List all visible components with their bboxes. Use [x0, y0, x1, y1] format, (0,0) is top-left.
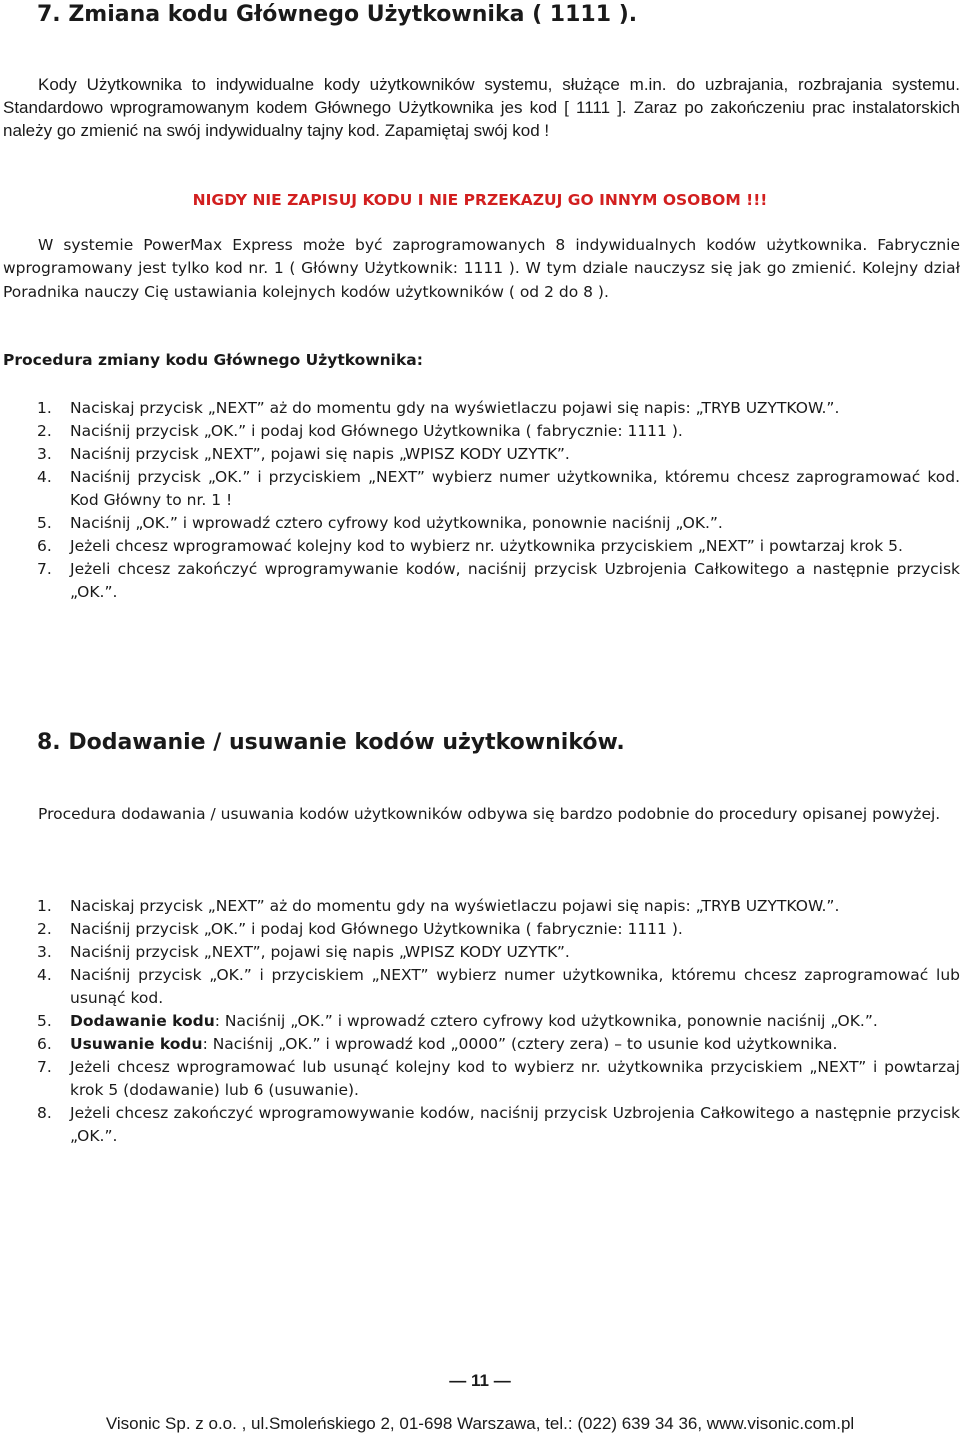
list-item: 2. Naciśnij przycisk „OK.” i podaj kod Głównego Użytkownika ( fabrycznie: 1111 ).: [37, 920, 683, 938]
list-item: 4. Naciśnij przycisk „OK.” i przyciskiem „NEXT” wybierz numer użytkownika, któremu chcesz zaprogramować kod. Kod Główny to nr. 1 !: [37, 468, 960, 509]
list-item: 2. Naciśnij przycisk „OK.” i podaj kod Głównego Użytkownika ( fabrycznie: 1111 ).: [37, 422, 683, 440]
list-item: 5. Dodawanie kodu: Naciśnij „OK.” i wprowadź cztero cyfrowy kod użytkownika, ponownie naciśnij „OK.”.: [37, 1012, 878, 1030]
section-8-heading: 8. Dodawanie / usuwanie kodów użytkowników.: [37, 730, 625, 755]
page-footer: Visonic Sp. z o.o. , ul.Smoleńskiego 2, 01-698 Warszawa, tel.: (022) 639 34 36, www.visonic.com.pl: [105, 1414, 855, 1433]
list-item: 8. Jeżeli chcesz zakończyć wprogramowywanie kodów, naciśnij przycisk Uzbrojenia Całkowitego a następnie przycisk „OK.”.: [37, 1104, 960, 1145]
list-item: 1. Naciskaj przycisk „NEXT” aż do momentu gdy na wyświetlaczu pojawi się napis: „TRYB UZYTKOW.”.: [37, 399, 840, 417]
list-item: 1. Naciskaj przycisk „NEXT” aż do momentu gdy na wyświetlaczu pojawi się napis: „TRYB UZYTKOW.”.: [37, 897, 840, 915]
section-8-steps: [37, 895, 960, 1148]
warning-text: NIGDY NIE ZAPISUJ KODU I NIE PRZEKAZUJ GO INNYM OSOBOM !!!: [192, 191, 768, 209]
section-7-steps: [37, 397, 960, 604]
section-7-heading: 7. Zmiana kodu Głównego Użytkownika ( 1111 ).: [37, 2, 638, 27]
section-8-intro: Procedura dodawania / usuwania kodów użytkowników odbywa się bardzo podobnie do procedury opisanej powyżej.: [38, 805, 941, 823]
list-item: 6. Usuwanie kodu: Naciśnij „OK.” i wprowadź kod „0000” (cztery zera) – to usunie kod użytkownika.: [37, 1035, 838, 1053]
list-item: 4. Naciśnij przycisk „OK.” i przyciskiem „NEXT” wybierz numer użytkownika, któremu chcesz zaprogramować lub usunąć kod.: [37, 966, 960, 1007]
list-item: 3. Naciśnij przycisk „NEXT”, pojawi się napis „WPISZ KODY UZYTK”.: [37, 445, 570, 463]
list-item: 7. Jeżeli chcesz zakończyć wprogramywanie kodów, naciśnij przycisk Uzbrojenia Całkowitego a następnie przycisk „OK.”.: [37, 560, 960, 601]
procedure-heading: Procedura zmiany kodu Głównego Użytkownika:: [3, 351, 423, 369]
list-item: 5. Naciśnij „OK.” i wprowadź cztero cyfrowy kod użytkownika, ponownie naciśnij „OK.”.: [37, 514, 723, 532]
page-number: — 11 —: [449, 1371, 511, 1390]
list-item: 3. Naciśnij przycisk „NEXT”, pojawi się napis „WPISZ KODY UZYTK”.: [37, 943, 570, 961]
section-7-paragraph: W systemie PowerMax Express może być zaprogramowanych 8 indywidualnych kodów użytkownika. Fabrycznie wprogramowany jest tylko kod nr. 1 ( Główny Użytkownik: 1111 ). W tym dziale nauczysz się jak go zmienić. Kolejny dział Poradnika nauczy Cię ustawiania kolejnych kodów użytkowników ( od 2 do 8 ).: [3, 236, 960, 301]
list-item: 7. Jeżeli chcesz wprogramować lub usunąć kolejny kod to wybierz nr. użytkownika przyciskiem „NEXT” i powtarzaj krok 5 (dodawanie) lub 6 (usuwanie).: [37, 1058, 960, 1099]
list-item: 6. Jeżeli chcesz wprogramować kolejny kod to wybierz nr. użytkownika przyciskiem „NEXT” i powtarzaj krok 5.: [37, 537, 903, 555]
section-7-intro: Kody Użytkownika to indywidualne kody użytkowników systemu, służące m.in. do uzbrajania, rozbrajania systemu. Standardowo wprogramowanym kodem Głównego Użytkownika jes kod [ 1111 ]. Zaraz po zakończeniu prac instalatorskich należy go zmienić na swój indywidualny tajny kod. Zapamiętaj swój kod !: [3, 75, 960, 141]
